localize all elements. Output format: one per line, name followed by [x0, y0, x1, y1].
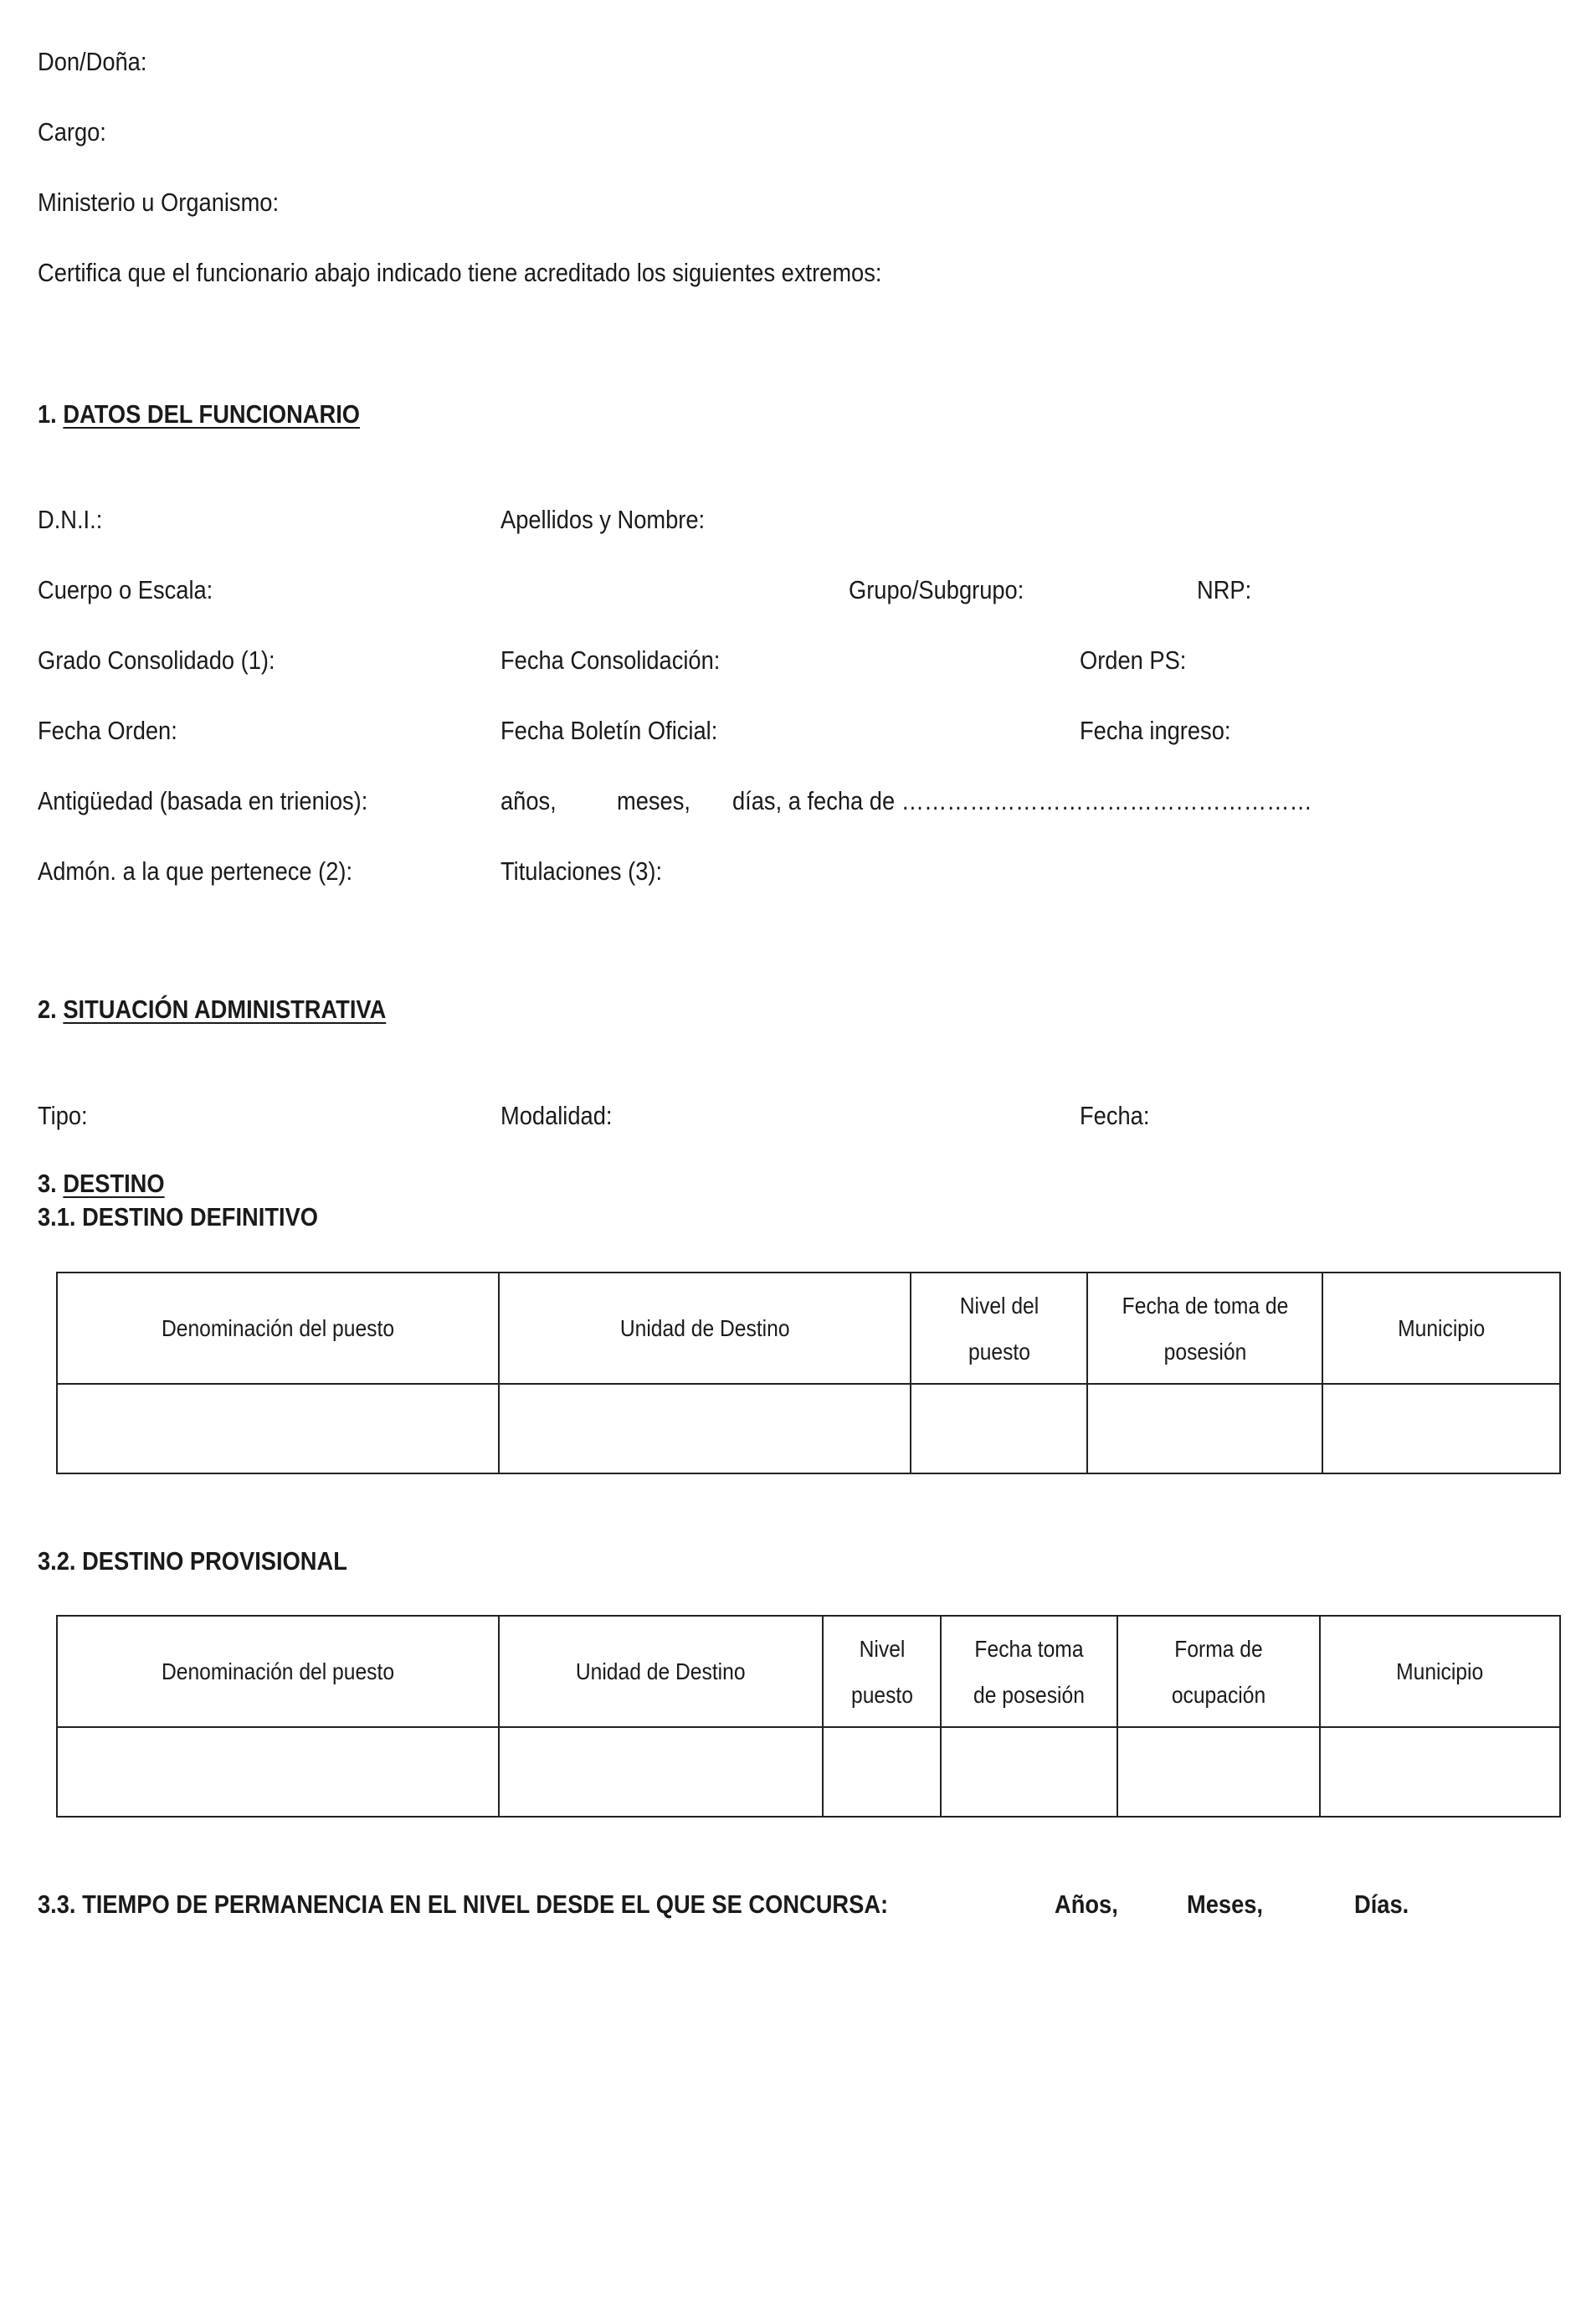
table-cell[interactable]	[1320, 1727, 1560, 1817]
table-header-row	[57, 1616, 1560, 1727]
section3-3-title: 3.3. TIEMPO DE PERMANENCIA EN EL NIVEL DESDE EL QUE SE CONCURSA:	[38, 1890, 889, 1919]
table-header-cell: Forma de ocupación	[1117, 1616, 1320, 1727]
table-destino-definitivo	[56, 1272, 1561, 1474]
label-fecha: Fecha:	[1080, 1101, 1150, 1130]
label-sub3-meses: Meses,	[1187, 1890, 1263, 1919]
section3-title: DESTINO	[63, 1169, 165, 1198]
label-tipo: Tipo:	[38, 1101, 88, 1130]
table-header-cell: Denominación del puesto	[57, 1273, 499, 1384]
section3-2-title: 3.2. DESTINO PROVISIONAL	[38, 1546, 347, 1576]
certifica-text: Certifica que el funcionario abajo indicado tiene acreditado los siguientes extremos:	[38, 258, 882, 287]
label-fecha-ingreso: Fecha ingreso:	[1080, 716, 1231, 745]
label-admon: Admón. a la que pertenece (2):	[38, 856, 353, 886]
table-cell[interactable]	[1322, 1384, 1560, 1473]
label-cargo: Cargo:	[38, 117, 106, 147]
label-meses: meses,	[617, 786, 690, 815]
table-cell[interactable]	[941, 1727, 1117, 1817]
label-modalidad: Modalidad:	[501, 1101, 613, 1130]
label-don-dona: Don/Doña:	[38, 47, 147, 76]
section3-heading	[38, 1167, 165, 1201]
table-header-row	[57, 1273, 1560, 1384]
table-cell[interactable]	[57, 1384, 499, 1473]
label-fecha-consolidacion: Fecha Consolidación:	[501, 645, 721, 675]
table-cell[interactable]	[499, 1727, 823, 1817]
section1-title: DATOS DEL FUNCIONARIO	[63, 399, 360, 429]
label-cuerpo: Cuerpo o Escala:	[38, 575, 213, 604]
table-row	[57, 1727, 1560, 1817]
table-header-cell: Nivel puesto	[823, 1616, 941, 1727]
table-header-cell: Fecha toma de posesión	[941, 1616, 1117, 1727]
table-cell[interactable]	[57, 1727, 499, 1817]
label-orden-ps: Orden PS:	[1080, 645, 1187, 675]
label-grupo: Grupo/Subgrupo:	[849, 575, 1024, 604]
label-nrp: NRP:	[1197, 575, 1252, 604]
table-destino-provisional	[56, 1615, 1561, 1818]
table-header-cell: Municipio	[1322, 1273, 1560, 1384]
label-ministerio: Ministerio u Organismo:	[38, 188, 280, 217]
label-titulaciones: Titulaciones (3):	[501, 856, 663, 886]
section2-heading	[38, 993, 386, 1026]
table-cell[interactable]	[1087, 1384, 1322, 1473]
section3-number: 3.	[38, 1169, 57, 1198]
label-antiguedad: Antigüedad (basada en trienios):	[38, 786, 368, 815]
label-fecha-boletin: Fecha Boletín Oficial:	[501, 716, 718, 745]
label-fecha-orden: Fecha Orden:	[38, 716, 177, 745]
section2-title: SITUACIÓN ADMINISTRATIVA	[63, 995, 387, 1024]
section1-heading	[38, 398, 360, 431]
label-sub3-dias: Días.	[1354, 1890, 1409, 1919]
label-anos: años,	[501, 786, 557, 815]
table-header-cell: Unidad de Destino	[499, 1616, 823, 1727]
table-header-cell: Nivel del puesto	[911, 1273, 1087, 1384]
table-cell[interactable]	[499, 1384, 911, 1473]
section3-1-title: 3.1. DESTINO DEFINITIVO	[38, 1202, 319, 1231]
table-row	[57, 1384, 1560, 1473]
table-header-cell: Municipio	[1320, 1616, 1560, 1727]
label-sub3-anos: Años,	[1055, 1890, 1118, 1919]
section2-number: 2.	[38, 995, 57, 1024]
table-header-cell: Denominación del puesto	[57, 1616, 499, 1727]
table-header-cell: Unidad de Destino	[499, 1273, 911, 1384]
label-apellidos: Apellidos y Nombre:	[501, 505, 706, 534]
label-grado: Grado Consolidado (1):	[38, 645, 275, 675]
section1-number: 1.	[38, 399, 57, 429]
table-cell[interactable]	[823, 1727, 941, 1817]
label-dias-fecha: días, a fecha de ………………………………………………	[732, 786, 1312, 815]
label-dni: D.N.I.:	[38, 505, 103, 534]
table-header-cell: Fecha de toma de posesión	[1087, 1273, 1322, 1384]
table-cell[interactable]	[911, 1384, 1087, 1473]
table-cell[interactable]	[1117, 1727, 1320, 1817]
